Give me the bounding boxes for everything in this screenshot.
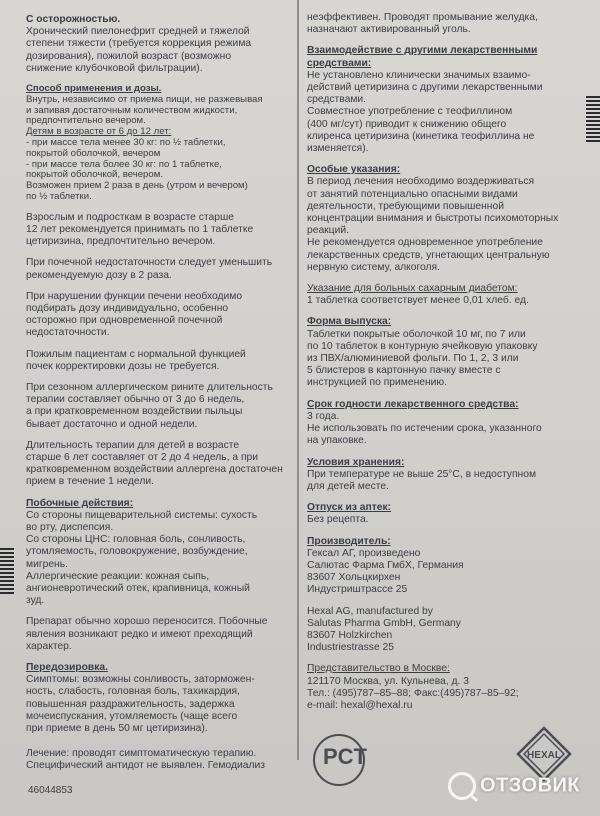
overdose-continued [307, 12, 583, 36]
text-line: во рту, диспепсия. [26, 522, 114, 534]
text-line: реакций. [307, 225, 349, 237]
interaction-title-line: Взаимодействие с другими лекарственными [307, 45, 538, 57]
manufacturer-text-en [307, 606, 583, 655]
manufacturer-section [307, 536, 583, 655]
text-line: Хронический пиелонефрит средней и тяжелой [26, 26, 250, 38]
interaction-text [307, 70, 583, 155]
moscow-title: Представительство в Москве: [307, 663, 450, 675]
text-line: Лечение: проводят симптоматическую терапию. [26, 747, 257, 759]
text-line: В период лечения необходимо воздерживаться [307, 176, 535, 188]
text-line: изменяется). [307, 143, 369, 155]
text-line: характер. [26, 640, 72, 652]
text-line: прием в течение 1 недели. [26, 476, 154, 488]
text-line: Со стороны пищеварительной системы: сухость [26, 509, 258, 521]
text-line: 1 таблетка соответствует менее 0,01 хлеб. ед. [307, 295, 529, 307]
text-line: от занятий потенциально опасными видами [307, 188, 518, 200]
text-line: степени тяжести (требуется коррекция режима [26, 38, 252, 50]
text-line: Тел.: (495)787–85–88; Факс:(495)787–85–92; [307, 687, 519, 699]
text-line: средствами. [307, 94, 367, 106]
special-section [307, 164, 583, 274]
overdose-text [26, 674, 292, 772]
text-line: назначают активированный уголь. [307, 24, 471, 36]
text-line: При температуре не выше 25°С, в недоступном [307, 468, 537, 480]
otzovik-watermark [448, 772, 596, 802]
dosage-title: Способ применения и дозы. [26, 83, 162, 95]
text-line: неэффективен. Проводят промывание желудка, [307, 12, 538, 23]
text-line: повышенная раздражительность, задержка [26, 698, 235, 710]
text-line: Без рецепта. [307, 514, 369, 526]
caution-section [26, 14, 292, 75]
text-line: Со стороны ЦНС: головная боль, сонливость, [26, 534, 246, 546]
text-line: 3 года. [307, 410, 340, 422]
form-title: Форма выпуска: [307, 316, 392, 328]
text-line: покрытой оболочкой, вечером [26, 147, 161, 159]
dosage-section [26, 84, 292, 203]
form-section [307, 316, 583, 389]
text-line: Industriestrasse 25 [307, 642, 394, 654]
text-line: ангионевротический отек, крапивница, кожный [26, 583, 250, 595]
overdose-section [26, 662, 292, 772]
text-line: Длительность терапии для детей в возрасте [26, 439, 240, 451]
text-line: снижение клубочковой фильтрации). [26, 62, 203, 74]
text-line: Salutas Pharma GmbH, Germany [307, 617, 461, 629]
tolerance-text [26, 616, 292, 653]
text-line: Внутрь, независимо от приема пищи, не разжевывая [26, 93, 263, 105]
text-line: мочеиспускания, утомляемость (чаще всего [26, 710, 238, 722]
text-line: зуд. [26, 595, 45, 607]
text-line: деятельности, требующими повышенной [307, 200, 504, 212]
text-line: осторожно при одновременной почечной [26, 315, 223, 327]
text-line: 12 лет рекомендуется принимать по 1 таблетке [26, 223, 254, 235]
text-line: на упаковке. [307, 435, 367, 447]
seasonal-rhinitis [26, 382, 292, 431]
special-title: Особые указания: [307, 164, 401, 176]
interaction-title [307, 45, 583, 69]
side-effects-title: Побочные действия: [26, 497, 134, 509]
pct-certification-logo [313, 734, 365, 786]
text-line: а при кратковременном воздействии пыльцы [26, 406, 243, 418]
shelf-text [307, 411, 583, 448]
text-line: Не рекомендуется одновременное употребление [307, 237, 543, 249]
text-line: 83607 Хольцкирхен [307, 572, 401, 584]
text-line: для детей месте. [307, 480, 389, 492]
text-line: бывает достаточно и одной недели. [26, 418, 198, 430]
text-line: по 10 таблеток в контурную ячейковую упаковку [307, 340, 538, 352]
children-title: Детям в возрасте от 6 до 12 лет: [26, 126, 172, 138]
text-line: Салютас Фарма ГмбХ, Германия [307, 559, 464, 571]
shelf-title: Срок годности лекарственного средства: [307, 398, 519, 410]
text-line: лекарственных средств, угнетающих центральную [307, 249, 550, 261]
diabetes-text [307, 295, 583, 307]
text-line: Взрослым и подросткам в возрасте старше [26, 211, 234, 223]
text-line: e-mail: hexal@hexal.ru [307, 699, 413, 711]
text-line: почек корректировки дозы не требуется. [26, 360, 220, 372]
left-column [26, 14, 292, 781]
text-line: - при массе тела более 30 кг: по 1 таблетке, [26, 158, 222, 170]
form-text [307, 329, 583, 390]
shelf-section [307, 399, 583, 448]
text-line [26, 735, 292, 747]
right-column [307, 12, 583, 721]
text-line: концентрации внимания и быстроты психомоторных [307, 213, 559, 225]
text-line: ность, слабость, головная боль, тахикардия, [26, 686, 240, 698]
text-line: Гексал АГ, произведено [307, 547, 421, 559]
text-line: Не установлено клинически значимых взаимо- [307, 69, 531, 81]
text-line: покрытой оболочкой, вечером. [26, 169, 163, 181]
interaction-section [307, 45, 583, 155]
text-line: Аллергические реакции: кожная сыпь, [26, 570, 210, 582]
pct-logo-text: PCT [323, 744, 367, 769]
text-line: при приеме в день 50 мг цетиризина). [26, 723, 208, 735]
side-effects-section [26, 498, 292, 608]
text-line: Hexal AG, manufactured by [307, 605, 433, 617]
text-line: Пожилым пациентам с нормальной функцией [26, 348, 246, 360]
pharmacy-title: Отпуск из аптек: [307, 502, 392, 514]
margin-barcode-left [0, 548, 14, 596]
text-line: из ПВХ/алюминиевой фольги. По 1, 2, 3 или [307, 353, 519, 365]
storage-text [307, 469, 583, 493]
text-line: 121170 Москва, ул. Кульнева, д. 3 [307, 675, 469, 687]
text-line: дозирования), пожилой возраст (возможно [26, 50, 232, 62]
text-line: кратковременном воздействии аллергена достаточен [26, 464, 283, 476]
text-line: Препарат обычно хорошо переносится. Побочные [26, 616, 268, 628]
text-line: предпочтительно вечером. [26, 115, 146, 127]
text-line: рекомендуемую дозу в 2 раза. [26, 269, 172, 281]
text-line: Возможен прием 2 раза в день (утром и вечером) [26, 180, 248, 192]
interaction-title-line: средствами: [307, 57, 372, 69]
text-line: 83607 Holzkirchen [307, 629, 393, 641]
caution-text [26, 26, 292, 75]
overdose-title: Передозировка. [26, 662, 108, 674]
text-line: Совместное употребление с теофиллином [307, 106, 513, 118]
text-line: и запивая достаточным количеством жидкости, [26, 104, 238, 116]
adults-dosage [26, 212, 292, 249]
manufacturer-text [307, 548, 583, 597]
pharmacy-section [307, 502, 583, 526]
dosage-children [26, 138, 292, 203]
text-line: Симптомы: возможны сонливость, заторможен- [26, 674, 255, 686]
text-line: действий цетиризина с другими лекарственными [307, 82, 543, 94]
magnifier-icon [448, 772, 476, 800]
text-line: - при массе тела менее 30 кг: по ½ таблетки, [26, 137, 226, 148]
text-line: явления возникают редко и имеют преходящий [26, 628, 253, 640]
diabetes-section [307, 283, 583, 307]
storage-section [307, 457, 583, 494]
text-line: по ½ таблетки. [26, 190, 92, 202]
text-line: Таблетки покрытые оболочкой 10 мг, по 7 или [307, 328, 526, 340]
document-code: 46044853 [28, 785, 73, 796]
text-line: При почечной недостаточности следует уменьшить [26, 257, 273, 269]
text-line: недостаточности. [26, 327, 110, 339]
column-divider [297, 0, 299, 760]
watermark-text: ОТЗОВИК [480, 774, 581, 797]
text-line: (400 мг/сут) приводит к снижению общего [307, 118, 507, 130]
text-line: При нарушении функции печени необходимо [26, 290, 243, 302]
therapy-duration [26, 440, 292, 489]
caution-title: С осторожностью. [26, 14, 121, 25]
special-text [307, 176, 583, 274]
storage-title: Условия хранения: [307, 456, 405, 468]
text-line: 5 блистеров в картонную пачку вместе с [307, 365, 501, 377]
kidney-dosage [26, 257, 292, 281]
diabetes-title: Указание для больных сахарным диабетом: [307, 283, 518, 295]
moscow-text [307, 676, 583, 713]
text-line: терапии составляет обычно от 3 до 6 недель, [26, 394, 245, 406]
text-line: При сезонном аллергическом рините длительность [26, 382, 273, 394]
text-line: нервную систему, алкоголя. [307, 261, 440, 273]
elderly-dosage [26, 349, 292, 373]
side-effects-text [26, 510, 292, 608]
text-line: Не использовать по истечении срока, указанного [307, 423, 542, 435]
pharmacy-text [307, 514, 583, 526]
margin-barcode-right [586, 96, 600, 144]
text-line: мигрень. [26, 558, 68, 570]
text-line: инструкцией по применению. [307, 377, 448, 389]
text-line: цетиризина, предпочтительно вечером. [26, 236, 216, 248]
text-line: клиренса цетиризина (кинетика теофиллина не [307, 130, 535, 142]
dosage-intro [26, 95, 292, 127]
text-line: Специфический антидот не выявлен. Гемодиализ [26, 759, 265, 771]
text-line: утомляемость, головокружение, возбуждение, [26, 546, 248, 558]
moscow-section [307, 663, 583, 712]
hexal-logo-text: HEXAL [527, 750, 561, 761]
text-line: старше 6 лет составляет от 2 до 4 недель, а при [26, 452, 259, 464]
text-line: подбирать дозу индивидуально, особенно [26, 303, 229, 314]
text-line: Индустриштрассе 25 [307, 584, 408, 596]
liver-dosage [26, 291, 292, 340]
manufacturer-title: Производитель: [307, 535, 391, 547]
